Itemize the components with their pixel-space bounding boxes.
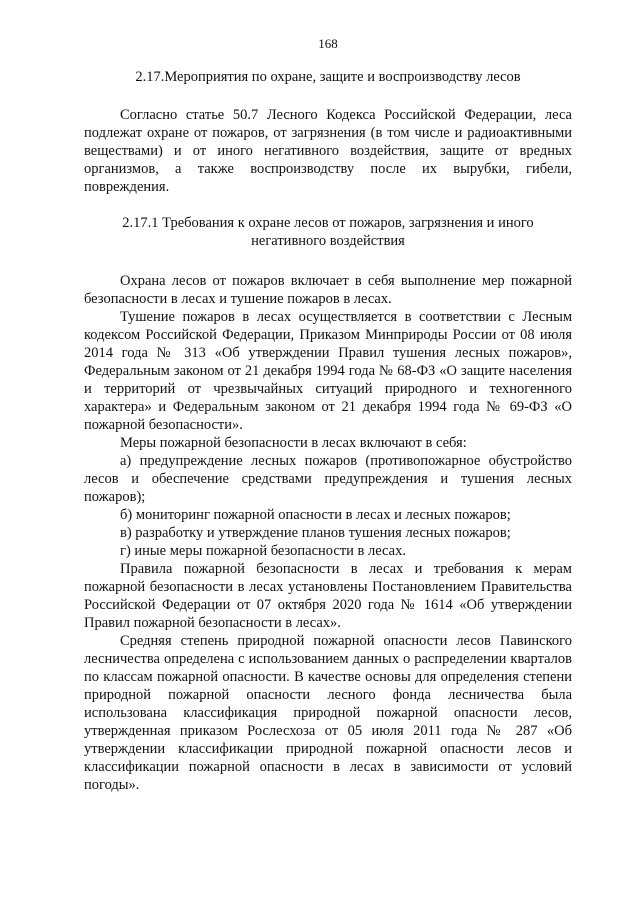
intro-paragraph: Согласно статье 50.7 Лесного Кодекса Российской Федерации, леса подлежат охране от пожаров, от загрязнения (в том числе и радиоактивными веществами) и от иного негативного воздействия, защите от вредных организмов, а также воспроизводству после их вырубки, гибели, повреждения.: [84, 107, 572, 195]
paragraph-fire-extinguishing-law: Тушение пожаров в лесах осуществляется в соответствии с Лесным кодексом Российской Федерации, Приказом Минприроды России от 08 июля 2014 года № 313 «Об утверждении Правил тушения лесных пожаров», Федеральным законом от 21 декабря 1994 года № 68-ФЗ «О защите населения и территорий от чрезвычайных ситуаций природного и техногенного характера» и Федеральным законом от 21 декабря 1994 года № 69-ФЗ «О пожарной безопасности».: [84, 309, 572, 433]
paragraph-fire-protection: Охрана лесов от пожаров включает в себя выполнение мер пожарной безопасности в лесах и тушение пожаров в лесах.: [84, 273, 572, 307]
list-item-d: г) иные меры пожарной безопасности в лесах.: [120, 543, 406, 559]
paragraph-measures-intro: Меры пожарной безопасности в лесах включают в себя:: [120, 435, 467, 451]
paragraph-fire-safety-rules: Правила пожарной безопасности в лесах и требования к мерам пожарной безопасности в лесах установлены Постановлением Правительства Российской Федерации от 07 октября 2020 года № 1614 «Об утверждении Правил пожарной безопасности в лесах».: [84, 561, 572, 631]
paragraph-fire-hazard-degree: Средняя степень природной пожарной опасности лесов Павинского лесничества определена с использованием данных о распределении кварталов по классам пожарной опасности. В качестве основы для определения степени природной пожарной опасности лесного фонда лесничества была использована классификация природной пожарной опасности лесов, утвержденная приказом Рослесхоза от 05 июля 2011 года № 287 «Об утверждении классификации природной пожарной опасности лесов и классификации пожарной опасности в лесах в зависимости от условий погоды».: [84, 633, 572, 793]
section-title: 2.17.Мероприятия по охране, защите и воспроизводству лесов: [135, 69, 521, 85]
list-item-c: в) разработку и утверждение планов тушения лесных пожаров;: [120, 525, 511, 541]
page-number: 168: [318, 36, 338, 51]
subsection-title: 2.17.1 Требования к охране лесов от пожаров, загрязнения и иного негативного воздействия: [122, 215, 534, 249]
list-item-b: б) мониторинг пожарной опасности в лесах и лесных пожаров;: [120, 507, 511, 523]
list-item-a: а) предупреждение лесных пожаров (противопожарное обустройство лесов и обеспечение средствами предупреждения и тушения лесных пожаров);: [84, 453, 572, 505]
